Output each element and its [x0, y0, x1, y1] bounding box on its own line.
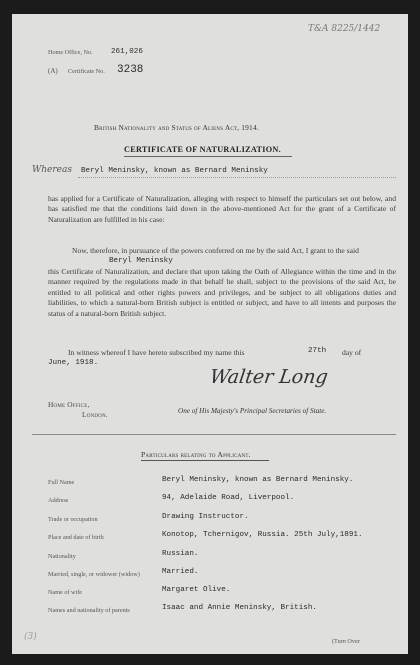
archive-reference: T&A 8225/1442	[308, 24, 381, 34]
witness-day-of: day of	[342, 348, 362, 357]
title-underline	[124, 156, 292, 157]
particular-label: Married, single, or widower (widow)	[48, 571, 140, 578]
witness-day: 27th	[308, 347, 327, 355]
applicant-intro: Beryl Meninsky, known as Bernard Meninsky	[81, 167, 268, 175]
act-title: British Nationality and Status of Aliens Act, 1914.	[94, 123, 259, 132]
particular-label: Address	[48, 497, 69, 504]
home-office-number: 261,026	[111, 48, 143, 56]
particular-label: Full Name	[48, 479, 75, 486]
particular-label: Nationality	[48, 553, 76, 560]
particular-label: Place and date of birth	[48, 534, 104, 541]
home-office-label: Home Office, No.	[48, 49, 93, 56]
turn-over-note: (Turn Over	[332, 638, 360, 645]
office-place: Home Office,	[48, 400, 90, 409]
particular-value: Margaret Olive.	[162, 586, 231, 594]
particulars-heading: Particulars relating to Applicant.	[141, 450, 251, 459]
particular-label: Trade or occupation	[48, 516, 98, 523]
certificate-prefix: (A)	[48, 67, 58, 75]
particular-value: Married.	[162, 568, 199, 576]
particular-value: Russian.	[162, 550, 199, 558]
paragraph-applied: has applied for a Certificate of Naturalization, alleging with respect to himself the particulars set out below, and has satisfied me that the conditions laid down in the above-mentioned Act for the grant of a Certificate of Naturalization are fulfilled in his case:	[48, 194, 396, 224]
corner-pencil-mark: (3)	[24, 632, 37, 642]
particular-value: Drawing Instructor.	[162, 513, 249, 521]
particular-value: Beryl Meninsky, known as Bernard Meninsky.	[162, 476, 354, 484]
particular-label: Name of wife	[48, 589, 83, 596]
certificate-number: 3238	[117, 64, 144, 76]
particulars-heading-underline	[141, 460, 269, 461]
witness-month-year: June, 1918.	[48, 359, 99, 367]
intro-dotted-line	[78, 177, 396, 178]
particular-value: Isaac and Annie Meninsky, British.	[162, 604, 317, 612]
particular-value: 94, Adelaide Road, Liverpool.	[162, 494, 295, 502]
witness-line: In witness whereof I have hereto subscribed my name this	[68, 348, 245, 357]
certificate-page	[12, 14, 408, 654]
paragraph-grant-rest: this Certificate of Naturalization, and declare that upon taking the Oath of Allegiance within the time and in the manner required by the regulations made in that behalf he shall, subject to the provisions of the said Act, be entitled to all political and other rights powers and privileges, and be subject to all obligations duties and liabilities, to which a natural-born British subject is entitled or subject, and have to all intents and purposes the status of a natural-born British subject.	[48, 267, 396, 318]
secretary-signature: Walter Long	[208, 366, 330, 388]
section-divider	[32, 434, 396, 435]
certificate-label: Certificate No.	[68, 68, 105, 75]
grantee-name: Beryl Meninsky	[109, 257, 173, 265]
whereas-word: Whereas	[32, 165, 72, 175]
office-city: London.	[82, 410, 108, 419]
secretary-caption: One of His Majesty's Principal Secretaries of State.	[178, 407, 327, 415]
certificate-title: CERTIFICATE OF NATURALIZATION.	[124, 145, 281, 154]
particular-value: Konotop, Tchernigov, Russia. 25th July,1891.	[162, 531, 363, 539]
particular-label: Names and nationality of parents	[48, 607, 130, 614]
paragraph-grant-start: Now, therefore, in pursuance of the powers conferred on me by the said Act, I grant to the said	[72, 246, 359, 255]
